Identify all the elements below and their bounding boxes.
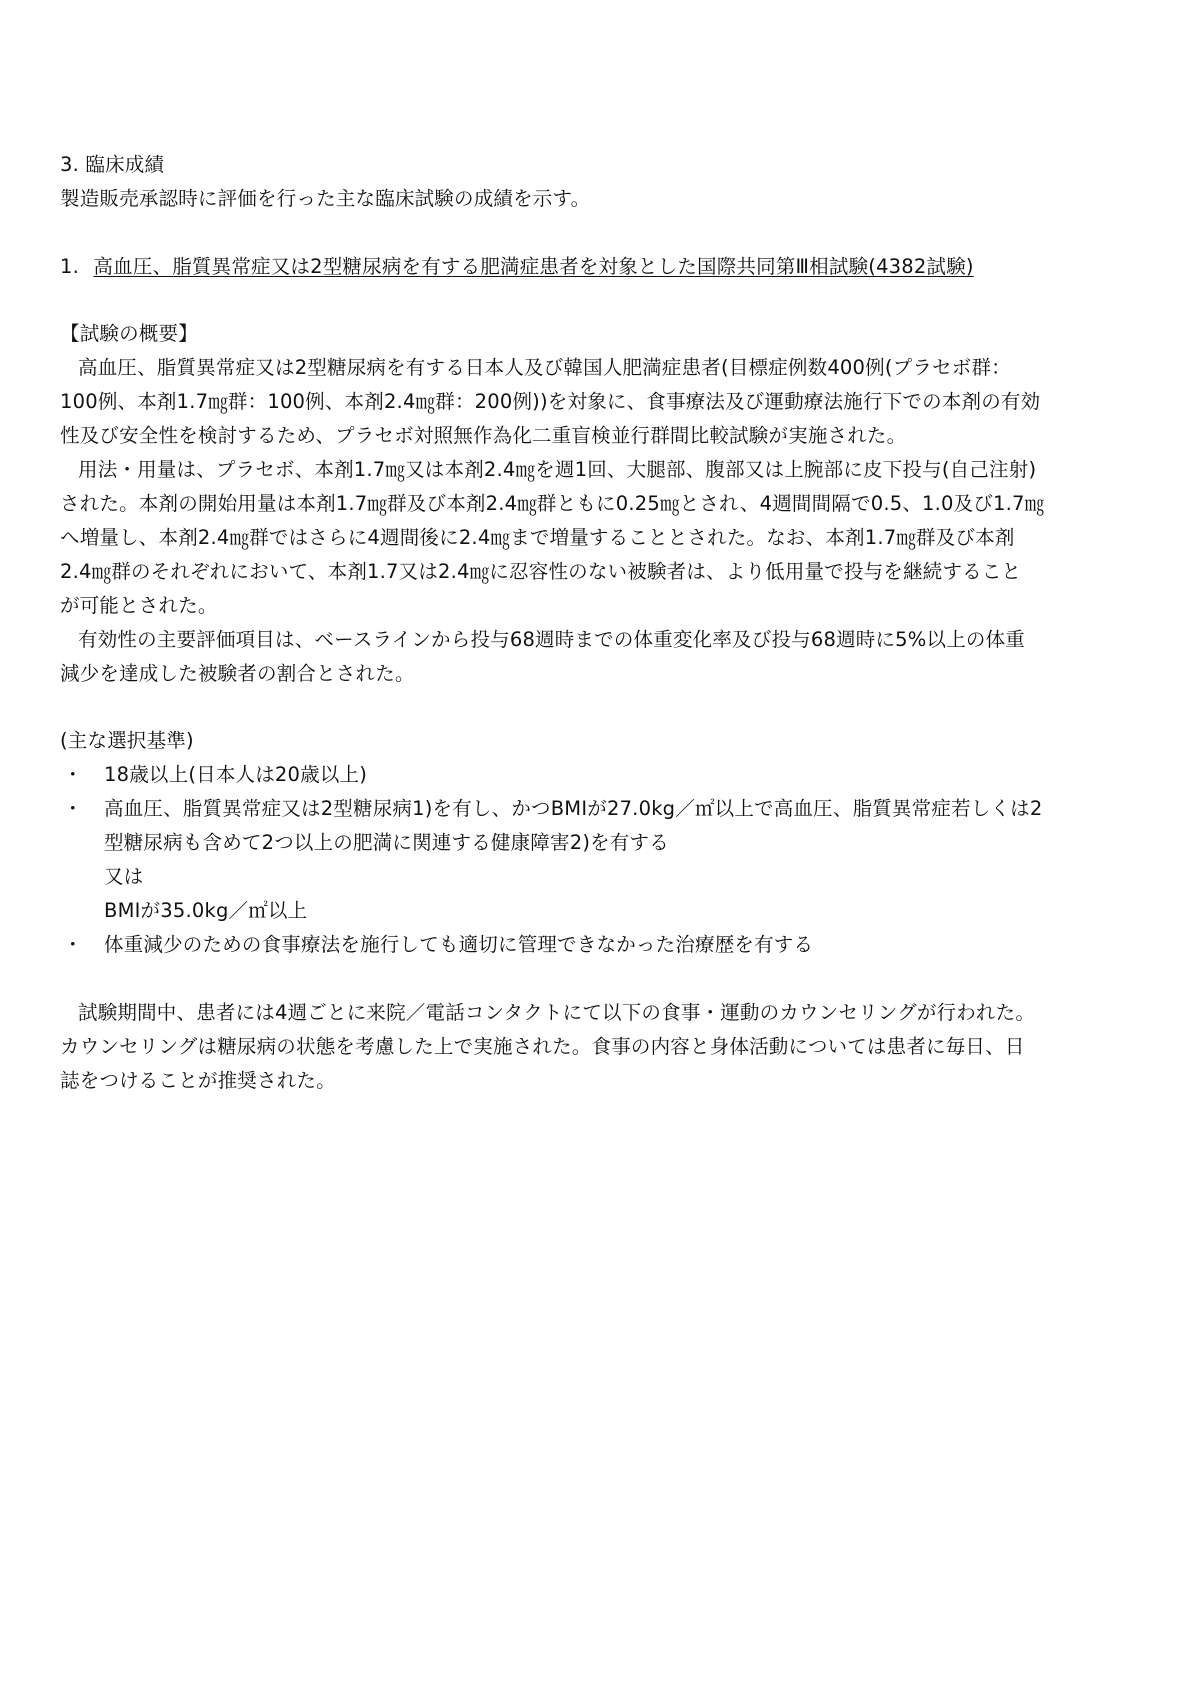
criterion-bmi-alt: BMIが35.0kg／㎡以上 — [104, 899, 308, 922]
dosage-line: 2.4㎎群のそれぞれにおいて、本剤1.7又は2.4㎎に忍容性のない被験者は、より低用量で投与を継続すること — [60, 560, 1022, 583]
section-intro: 製造販売承認時に評価を行った主な臨床試験の成績を示す。 — [60, 187, 591, 210]
trial-heading-text: 高血圧、脂質異常症又は2型糖尿病を有する肥満症患者を対象とした国際共同第Ⅲ相試験(4382試験) — [93, 255, 974, 278]
overview-line: 性及び安全性を検討するため、プラセボ対照無作為化二重盲検並行群間比較試験が実施された。 — [60, 424, 907, 447]
dosage-line: へ増量し、本剤2.4㎎群ではさらに4週間後に2.4㎎まで増量することとされた。なお、本剤1.7㎎群及び本剤 — [60, 526, 1015, 549]
counseling-line: 試験期間中、患者には4週ごとに来院／電話コンタクトにて以下の食事・運動のカウンセリングが行われた。 — [78, 1001, 1036, 1024]
trial-heading-number: 1. — [60, 255, 80, 278]
bullet-mark: ・ — [63, 797, 83, 820]
dosage-line: 用法・用量は、プラセボ、本剤1.7㎎又は本剤2.4㎎を週1回、大腿部、腹部又は上腕部に皮下投与(自己注射) — [78, 458, 1037, 481]
dosage-line: された。本剤の開始用量は本剤1.7㎎群及び本剤2.4㎎群ともに0.25㎎とされ、4週間間隔で0.5、1.0及び1.7㎎ — [60, 492, 1045, 515]
dosage-line: が可能とされた。 — [60, 594, 218, 617]
criterion-comorbidity-cont: 型糖尿病も含めて2つ以上の肥満に関連する健康障害2)を有する — [104, 831, 669, 854]
endpoint-line: 有効性の主要評価項目は、ベースラインから投与68週時までの体重変化率及び投与68週時に5%以上の体重 — [78, 628, 1026, 651]
criterion-or: 又は — [104, 865, 144, 888]
section-title: 3. 臨床成績 — [60, 153, 165, 176]
bullet-mark: ・ — [63, 763, 83, 786]
criterion-age: 18歳以上(日本人は20歳以上) — [104, 763, 368, 786]
counseling-line: 誌をつけることが推奨された。 — [60, 1069, 336, 1092]
counseling-line: カウンセリングは糖尿病の状態を考慮した上で実施された。食事の内容と身体活動については患者に毎日、日 — [60, 1035, 1025, 1058]
overview-label: 【試験の概要】 — [60, 322, 198, 345]
endpoint-line: 減少を達成した被験者の割合とされた。 — [60, 662, 415, 685]
overview-line: 100例、本剤1.7㎎群：100例、本剤2.4㎎群：200例))を対象に、食事療法及び運動療法施行下での本剤の有効 — [60, 390, 1041, 413]
bullet-mark: ・ — [63, 933, 83, 956]
criteria-label: (主な選択基準) — [60, 729, 194, 752]
criterion-diet-history: 体重減少のための食事療法を施行しても適切に管理できなかった治療歴を有する — [104, 933, 814, 956]
overview-line: 高血圧、脂質異常症又は2型糖尿病を有する日本人及び韓国人肥満症患者(目標症例数400例(プラセボ群： — [78, 356, 1011, 379]
trial-heading — [60, 255, 974, 279]
criterion-comorbidity: 高血圧、脂質異常症又は2型糖尿病1)を有し、かつBMIが27.0kg／㎡以上で高血圧、脂質異常症若しくは2 — [104, 797, 1043, 820]
